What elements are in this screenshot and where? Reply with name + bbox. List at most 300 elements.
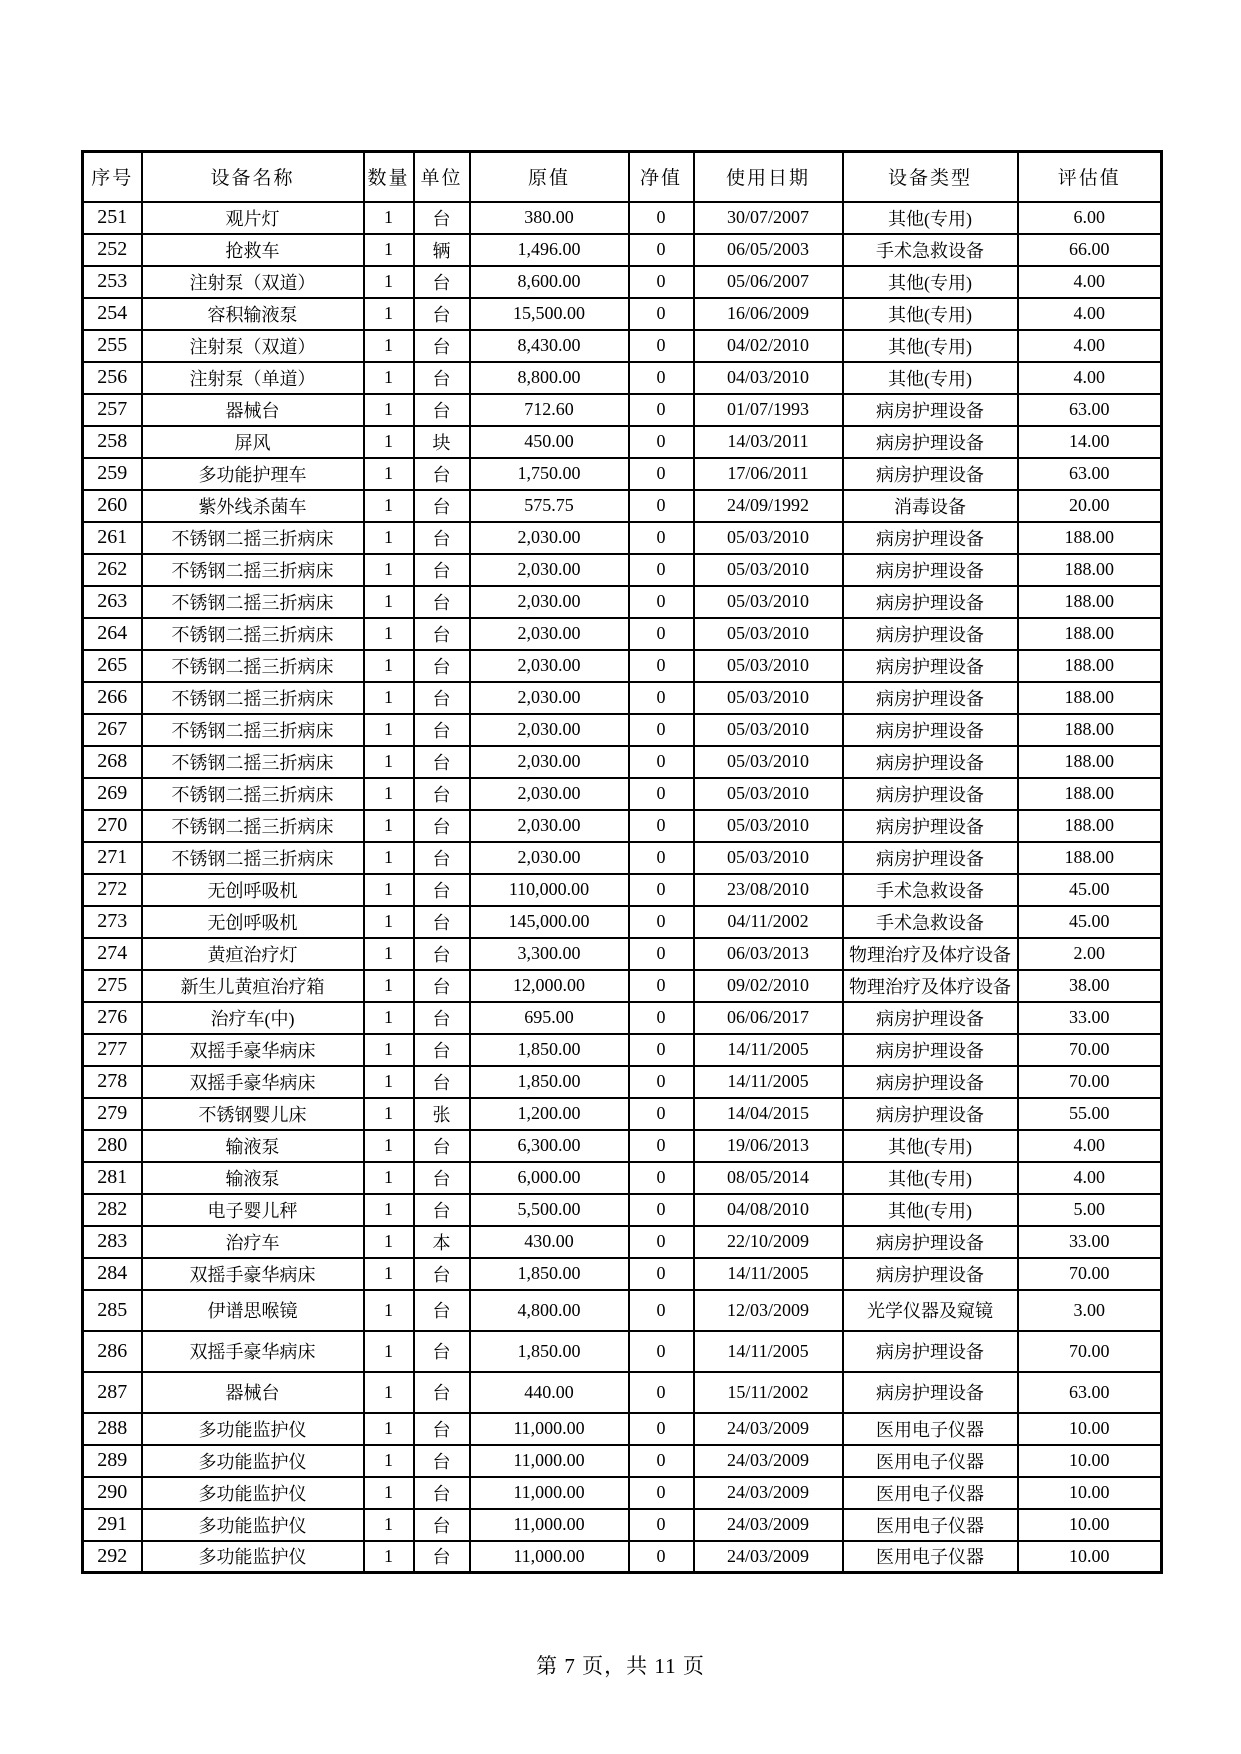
- cell-original-value: 11,000.00: [470, 1413, 629, 1445]
- cell-assessed-value: 188.00: [1018, 522, 1162, 554]
- cell-type: 医用电子仪器: [843, 1413, 1018, 1445]
- cell-qty: 1: [364, 1002, 414, 1034]
- cell-unit: 台: [414, 1034, 470, 1066]
- cell-index: 277: [83, 1034, 142, 1066]
- cell-unit: 台: [414, 970, 470, 1002]
- cell-name: 不锈钢二摇三折病床: [142, 746, 364, 778]
- cell-date: 05/03/2010: [694, 842, 843, 874]
- cell-net-value: 0: [629, 1194, 694, 1226]
- cell-net-value: 0: [629, 970, 694, 1002]
- cell-type: 病房护理设备: [843, 394, 1018, 426]
- cell-original-value: 3,300.00: [470, 938, 629, 970]
- cell-unit: 台: [414, 1445, 470, 1477]
- cell-unit: 台: [414, 682, 470, 714]
- table-row: [83, 1477, 1162, 1509]
- cell-date: 05/03/2010: [694, 650, 843, 682]
- table-row: [83, 746, 1162, 778]
- cell-date: 08/05/2014: [694, 1162, 843, 1194]
- cell-qty: 1: [364, 298, 414, 330]
- cell-type: 病房护理设备: [843, 842, 1018, 874]
- column-header-name: 设备名称: [142, 152, 364, 202]
- cell-name: 屏风: [142, 426, 364, 458]
- table-row: [83, 618, 1162, 650]
- table-row: [83, 234, 1162, 266]
- cell-index: 264: [83, 618, 142, 650]
- cell-type: 手术急救设备: [843, 906, 1018, 938]
- cell-net-value: 0: [629, 266, 694, 298]
- cell-assessed-value: 70.00: [1018, 1034, 1162, 1066]
- cell-name: 无创呼吸机: [142, 874, 364, 906]
- cell-name: 注射泵（双道）: [142, 330, 364, 362]
- cell-net-value: 0: [629, 586, 694, 618]
- cell-name: 不锈钢二摇三折病床: [142, 842, 364, 874]
- cell-original-value: 1,200.00: [470, 1098, 629, 1130]
- cell-original-value: 430.00: [470, 1226, 629, 1258]
- cell-type: 医用电子仪器: [843, 1477, 1018, 1509]
- cell-unit: 台: [414, 842, 470, 874]
- cell-name: 治疗车: [142, 1226, 364, 1258]
- cell-qty: 1: [364, 1258, 414, 1290]
- cell-date: 24/03/2009: [694, 1413, 843, 1445]
- cell-unit: 台: [414, 522, 470, 554]
- cell-assessed-value: 4.00: [1018, 266, 1162, 298]
- cell-qty: 1: [364, 1194, 414, 1226]
- cell-index: 292: [83, 1541, 142, 1573]
- table-row: [83, 1372, 1162, 1413]
- table-row: [83, 298, 1162, 330]
- cell-name: 电子婴儿秤: [142, 1194, 364, 1226]
- cell-unit: 台: [414, 618, 470, 650]
- cell-assessed-value: 4.00: [1018, 1162, 1162, 1194]
- cell-original-value: 15,500.00: [470, 298, 629, 330]
- cell-name: 器械台: [142, 1372, 364, 1413]
- cell-name: 双摇手豪华病床: [142, 1034, 364, 1066]
- cell-index: 270: [83, 810, 142, 842]
- cell-unit: 台: [414, 714, 470, 746]
- cell-assessed-value: 3.00: [1018, 1290, 1162, 1331]
- cell-qty: 1: [364, 426, 414, 458]
- cell-original-value: 2,030.00: [470, 650, 629, 682]
- cell-assessed-value: 33.00: [1018, 1002, 1162, 1034]
- cell-type: 其他(专用): [843, 266, 1018, 298]
- cell-type: 病房护理设备: [843, 1258, 1018, 1290]
- cell-unit: 台: [414, 1477, 470, 1509]
- cell-original-value: 8,600.00: [470, 266, 629, 298]
- cell-qty: 1: [364, 1290, 414, 1331]
- cell-assessed-value: 5.00: [1018, 1194, 1162, 1226]
- cell-assessed-value: 4.00: [1018, 298, 1162, 330]
- cell-net-value: 0: [629, 1509, 694, 1541]
- cell-type: 病房护理设备: [843, 586, 1018, 618]
- cell-index: 288: [83, 1413, 142, 1445]
- cell-index: 287: [83, 1372, 142, 1413]
- table-row: [83, 1162, 1162, 1194]
- cell-index: 272: [83, 874, 142, 906]
- cell-original-value: 1,850.00: [470, 1066, 629, 1098]
- cell-name: 不锈钢二摇三折病床: [142, 586, 364, 618]
- cell-net-value: 0: [629, 714, 694, 746]
- cell-date: 05/03/2010: [694, 714, 843, 746]
- cell-qty: 1: [364, 842, 414, 874]
- cell-unit: 台: [414, 554, 470, 586]
- cell-date: 23/08/2010: [694, 874, 843, 906]
- cell-type: 病房护理设备: [843, 1002, 1018, 1034]
- cell-unit: 台: [414, 1290, 470, 1331]
- cell-assessed-value: 63.00: [1018, 1372, 1162, 1413]
- cell-original-value: 12,000.00: [470, 970, 629, 1002]
- cell-index: 258: [83, 426, 142, 458]
- cell-name: 双摇手豪华病床: [142, 1331, 364, 1372]
- cell-type: 病房护理设备: [843, 458, 1018, 490]
- cell-type: 其他(专用): [843, 1130, 1018, 1162]
- cell-index: 276: [83, 1002, 142, 1034]
- cell-assessed-value: 188.00: [1018, 682, 1162, 714]
- cell-net-value: 0: [629, 426, 694, 458]
- cell-type: 病房护理设备: [843, 1066, 1018, 1098]
- cell-qty: 1: [364, 458, 414, 490]
- cell-original-value: 1,850.00: [470, 1034, 629, 1066]
- cell-qty: 1: [364, 202, 414, 234]
- cell-original-value: 145,000.00: [470, 906, 629, 938]
- cell-type: 物理治疗及体疗设备: [843, 970, 1018, 1002]
- table-row: [83, 1258, 1162, 1290]
- cell-qty: 1: [364, 1130, 414, 1162]
- cell-net-value: 0: [629, 330, 694, 362]
- cell-type: 病房护理设备: [843, 714, 1018, 746]
- cell-assessed-value: 10.00: [1018, 1445, 1162, 1477]
- cell-assessed-value: 188.00: [1018, 778, 1162, 810]
- cell-index: 289: [83, 1445, 142, 1477]
- cell-unit: 台: [414, 1162, 470, 1194]
- table-row: [83, 266, 1162, 298]
- column-header-qty: 数量: [364, 152, 414, 202]
- cell-date: 14/03/2011: [694, 426, 843, 458]
- cell-unit: 台: [414, 810, 470, 842]
- cell-assessed-value: 70.00: [1018, 1258, 1162, 1290]
- cell-original-value: 380.00: [470, 202, 629, 234]
- table-row: [83, 1034, 1162, 1066]
- table-row: [83, 682, 1162, 714]
- cell-date: 05/03/2010: [694, 586, 843, 618]
- table-row: [83, 1290, 1162, 1331]
- cell-net-value: 0: [629, 1226, 694, 1258]
- cell-net-value: 0: [629, 1477, 694, 1509]
- cell-index: 265: [83, 650, 142, 682]
- cell-unit: 辆: [414, 234, 470, 266]
- cell-unit: 台: [414, 490, 470, 522]
- cell-unit: 台: [414, 586, 470, 618]
- cell-original-value: 8,430.00: [470, 330, 629, 362]
- cell-unit: 台: [414, 1541, 470, 1573]
- cell-type: 手术急救设备: [843, 234, 1018, 266]
- cell-net-value: 0: [629, 1066, 694, 1098]
- cell-net-value: 0: [629, 650, 694, 682]
- cell-assessed-value: 188.00: [1018, 650, 1162, 682]
- cell-qty: 1: [364, 714, 414, 746]
- cell-original-value: 2,030.00: [470, 714, 629, 746]
- table-row: [83, 426, 1162, 458]
- cell-unit: 块: [414, 426, 470, 458]
- cell-date: 04/08/2010: [694, 1194, 843, 1226]
- cell-name: 不锈钢二摇三折病床: [142, 778, 364, 810]
- cell-type: 病房护理设备: [843, 618, 1018, 650]
- cell-original-value: 6,000.00: [470, 1162, 629, 1194]
- cell-original-value: 110,000.00: [470, 874, 629, 906]
- cell-date: 14/11/2005: [694, 1258, 843, 1290]
- page-footer: 第 7 页，共 11 页: [536, 1654, 705, 1678]
- cell-original-value: 4,800.00: [470, 1290, 629, 1331]
- table-row: [83, 874, 1162, 906]
- cell-unit: 台: [414, 650, 470, 682]
- cell-date: 06/05/2003: [694, 234, 843, 266]
- cell-qty: 1: [364, 234, 414, 266]
- cell-date: 04/02/2010: [694, 330, 843, 362]
- cell-type: 病房护理设备: [843, 1226, 1018, 1258]
- cell-date: 05/03/2010: [694, 554, 843, 586]
- cell-date: 05/03/2010: [694, 522, 843, 554]
- cell-original-value: 2,030.00: [470, 810, 629, 842]
- cell-original-value: 712.60: [470, 394, 629, 426]
- cell-qty: 1: [364, 586, 414, 618]
- cell-name: 多功能监护仪: [142, 1541, 364, 1573]
- cell-unit: 台: [414, 298, 470, 330]
- cell-date: 17/06/2011: [694, 458, 843, 490]
- cell-net-value: 0: [629, 778, 694, 810]
- cell-qty: 1: [364, 1509, 414, 1541]
- table-row: [83, 1413, 1162, 1445]
- cell-type: 病房护理设备: [843, 682, 1018, 714]
- table-row: [83, 1331, 1162, 1372]
- table-row: [83, 906, 1162, 938]
- cell-index: 266: [83, 682, 142, 714]
- cell-qty: 1: [364, 618, 414, 650]
- cell-type: 医用电子仪器: [843, 1541, 1018, 1573]
- cell-unit: 台: [414, 266, 470, 298]
- cell-qty: 1: [364, 746, 414, 778]
- cell-net-value: 0: [629, 298, 694, 330]
- cell-net-value: 0: [629, 938, 694, 970]
- cell-assessed-value: 10.00: [1018, 1509, 1162, 1541]
- cell-type: 其他(专用): [843, 1162, 1018, 1194]
- table-row: [83, 1098, 1162, 1130]
- cell-date: 14/11/2005: [694, 1331, 843, 1372]
- cell-net-value: 0: [629, 906, 694, 938]
- table-row: [83, 330, 1162, 362]
- cell-name: 双摇手豪华病床: [142, 1258, 364, 1290]
- cell-unit: 台: [414, 1130, 470, 1162]
- cell-index: 268: [83, 746, 142, 778]
- cell-unit: 台: [414, 906, 470, 938]
- table-row: [83, 650, 1162, 682]
- cell-net-value: 0: [629, 1290, 694, 1331]
- cell-net-value: 0: [629, 1098, 694, 1130]
- cell-index: 253: [83, 266, 142, 298]
- cell-net-value: 0: [629, 362, 694, 394]
- cell-date: 04/11/2002: [694, 906, 843, 938]
- table-row: [83, 778, 1162, 810]
- cell-net-value: 0: [629, 1034, 694, 1066]
- table-row: [83, 938, 1162, 970]
- cell-date: 24/03/2009: [694, 1541, 843, 1573]
- cell-original-value: 5,500.00: [470, 1194, 629, 1226]
- cell-index: 281: [83, 1162, 142, 1194]
- cell-unit: 台: [414, 1331, 470, 1372]
- cell-index: 252: [83, 234, 142, 266]
- cell-type: 医用电子仪器: [843, 1445, 1018, 1477]
- cell-date: 01/07/1993: [694, 394, 843, 426]
- cell-name: 不锈钢二摇三折病床: [142, 618, 364, 650]
- cell-unit: 台: [414, 1509, 470, 1541]
- cell-original-value: 11,000.00: [470, 1541, 629, 1573]
- cell-type: 病房护理设备: [843, 746, 1018, 778]
- cell-index: 271: [83, 842, 142, 874]
- table-row: [83, 714, 1162, 746]
- cell-assessed-value: 70.00: [1018, 1331, 1162, 1372]
- cell-type: 医用电子仪器: [843, 1509, 1018, 1541]
- cell-assessed-value: 4.00: [1018, 362, 1162, 394]
- table-row: [83, 362, 1162, 394]
- cell-name: 不锈钢二摇三折病床: [142, 810, 364, 842]
- cell-name: 输液泵: [142, 1162, 364, 1194]
- cell-qty: 1: [364, 1445, 414, 1477]
- cell-unit: 台: [414, 458, 470, 490]
- cell-net-value: 0: [629, 1002, 694, 1034]
- cell-name: 紫外线杀菌车: [142, 490, 364, 522]
- cell-qty: 1: [364, 1331, 414, 1372]
- cell-original-value: 2,030.00: [470, 586, 629, 618]
- cell-net-value: 0: [629, 554, 694, 586]
- cell-name: 伊谱思喉镜: [142, 1290, 364, 1331]
- cell-assessed-value: 38.00: [1018, 970, 1162, 1002]
- equipment-table-body: [83, 202, 1162, 1573]
- column-header-net-value: 净值: [629, 152, 694, 202]
- cell-assessed-value: 188.00: [1018, 810, 1162, 842]
- cell-net-value: 0: [629, 1130, 694, 1162]
- cell-date: 05/03/2010: [694, 618, 843, 650]
- cell-index: 280: [83, 1130, 142, 1162]
- cell-type: 病房护理设备: [843, 1034, 1018, 1066]
- cell-net-value: 0: [629, 810, 694, 842]
- cell-index: 261: [83, 522, 142, 554]
- cell-assessed-value: 2.00: [1018, 938, 1162, 970]
- cell-assessed-value: 63.00: [1018, 458, 1162, 490]
- table-row: [83, 810, 1162, 842]
- cell-assessed-value: 188.00: [1018, 618, 1162, 650]
- cell-unit: 台: [414, 362, 470, 394]
- cell-net-value: 0: [629, 458, 694, 490]
- cell-index: 290: [83, 1477, 142, 1509]
- cell-index: 254: [83, 298, 142, 330]
- table-row: [83, 586, 1162, 618]
- cell-unit: 台: [414, 1066, 470, 1098]
- cell-net-value: 0: [629, 202, 694, 234]
- cell-date: 05/03/2010: [694, 746, 843, 778]
- cell-unit: 台: [414, 1194, 470, 1226]
- cell-index: 291: [83, 1509, 142, 1541]
- cell-date: 06/03/2013: [694, 938, 843, 970]
- cell-date: 15/11/2002: [694, 1372, 843, 1413]
- column-header-type: 设备类型: [843, 152, 1018, 202]
- cell-original-value: 1,850.00: [470, 1258, 629, 1290]
- cell-qty: 1: [364, 1066, 414, 1098]
- cell-assessed-value: 6.00: [1018, 202, 1162, 234]
- cell-original-value: 11,000.00: [470, 1477, 629, 1509]
- cell-type: 病房护理设备: [843, 426, 1018, 458]
- cell-date: 14/04/2015: [694, 1098, 843, 1130]
- cell-qty: 1: [364, 1541, 414, 1573]
- cell-assessed-value: 10.00: [1018, 1413, 1162, 1445]
- cell-original-value: 450.00: [470, 426, 629, 458]
- cell-net-value: 0: [629, 1162, 694, 1194]
- table-row: [83, 1509, 1162, 1541]
- cell-original-value: 1,496.00: [470, 234, 629, 266]
- cell-qty: 1: [364, 906, 414, 938]
- table-row: [83, 842, 1162, 874]
- cell-net-value: 0: [629, 522, 694, 554]
- cell-net-value: 0: [629, 1445, 694, 1477]
- cell-unit: 台: [414, 778, 470, 810]
- cell-date: 30/07/2007: [694, 202, 843, 234]
- cell-date: 04/03/2010: [694, 362, 843, 394]
- cell-qty: 1: [364, 490, 414, 522]
- cell-qty: 1: [364, 778, 414, 810]
- table-row: [83, 394, 1162, 426]
- cell-type: 病房护理设备: [843, 522, 1018, 554]
- cell-date: 16/06/2009: [694, 298, 843, 330]
- cell-type: 病房护理设备: [843, 1098, 1018, 1130]
- table-row: [83, 1445, 1162, 1477]
- cell-assessed-value: 45.00: [1018, 874, 1162, 906]
- cell-type: 其他(专用): [843, 1194, 1018, 1226]
- cell-name: 不锈钢二摇三折病床: [142, 682, 364, 714]
- table-row: [83, 1002, 1162, 1034]
- cell-original-value: 6,300.00: [470, 1130, 629, 1162]
- cell-assessed-value: 63.00: [1018, 394, 1162, 426]
- cell-type: 病房护理设备: [843, 778, 1018, 810]
- cell-net-value: 0: [629, 618, 694, 650]
- cell-qty: 1: [364, 1372, 414, 1413]
- cell-type: 病房护理设备: [843, 1331, 1018, 1372]
- cell-assessed-value: 20.00: [1018, 490, 1162, 522]
- table-row: [83, 554, 1162, 586]
- column-header-assessed-value: 评估值: [1018, 152, 1162, 202]
- cell-index: 278: [83, 1066, 142, 1098]
- cell-qty: 1: [364, 362, 414, 394]
- column-header-index: 序号: [83, 152, 142, 202]
- cell-qty: 1: [364, 554, 414, 586]
- cell-name: 多功能监护仪: [142, 1477, 364, 1509]
- cell-date: 05/03/2010: [694, 682, 843, 714]
- cell-index: 282: [83, 1194, 142, 1226]
- cell-qty: 1: [364, 1413, 414, 1445]
- equipment-table: [81, 150, 1163, 1574]
- cell-unit: 台: [414, 938, 470, 970]
- table-header-row: [83, 152, 1162, 202]
- cell-assessed-value: 4.00: [1018, 1130, 1162, 1162]
- cell-name: 观片灯: [142, 202, 364, 234]
- cell-type: 其他(专用): [843, 362, 1018, 394]
- cell-net-value: 0: [629, 234, 694, 266]
- cell-name: 多功能监护仪: [142, 1445, 364, 1477]
- cell-assessed-value: 70.00: [1018, 1066, 1162, 1098]
- cell-original-value: 2,030.00: [470, 618, 629, 650]
- cell-name: 新生儿黄疸治疗箱: [142, 970, 364, 1002]
- cell-type: 其他(专用): [843, 330, 1018, 362]
- cell-date: 05/03/2010: [694, 810, 843, 842]
- cell-name: 多功能监护仪: [142, 1509, 364, 1541]
- cell-index: 262: [83, 554, 142, 586]
- table-row: [83, 1194, 1162, 1226]
